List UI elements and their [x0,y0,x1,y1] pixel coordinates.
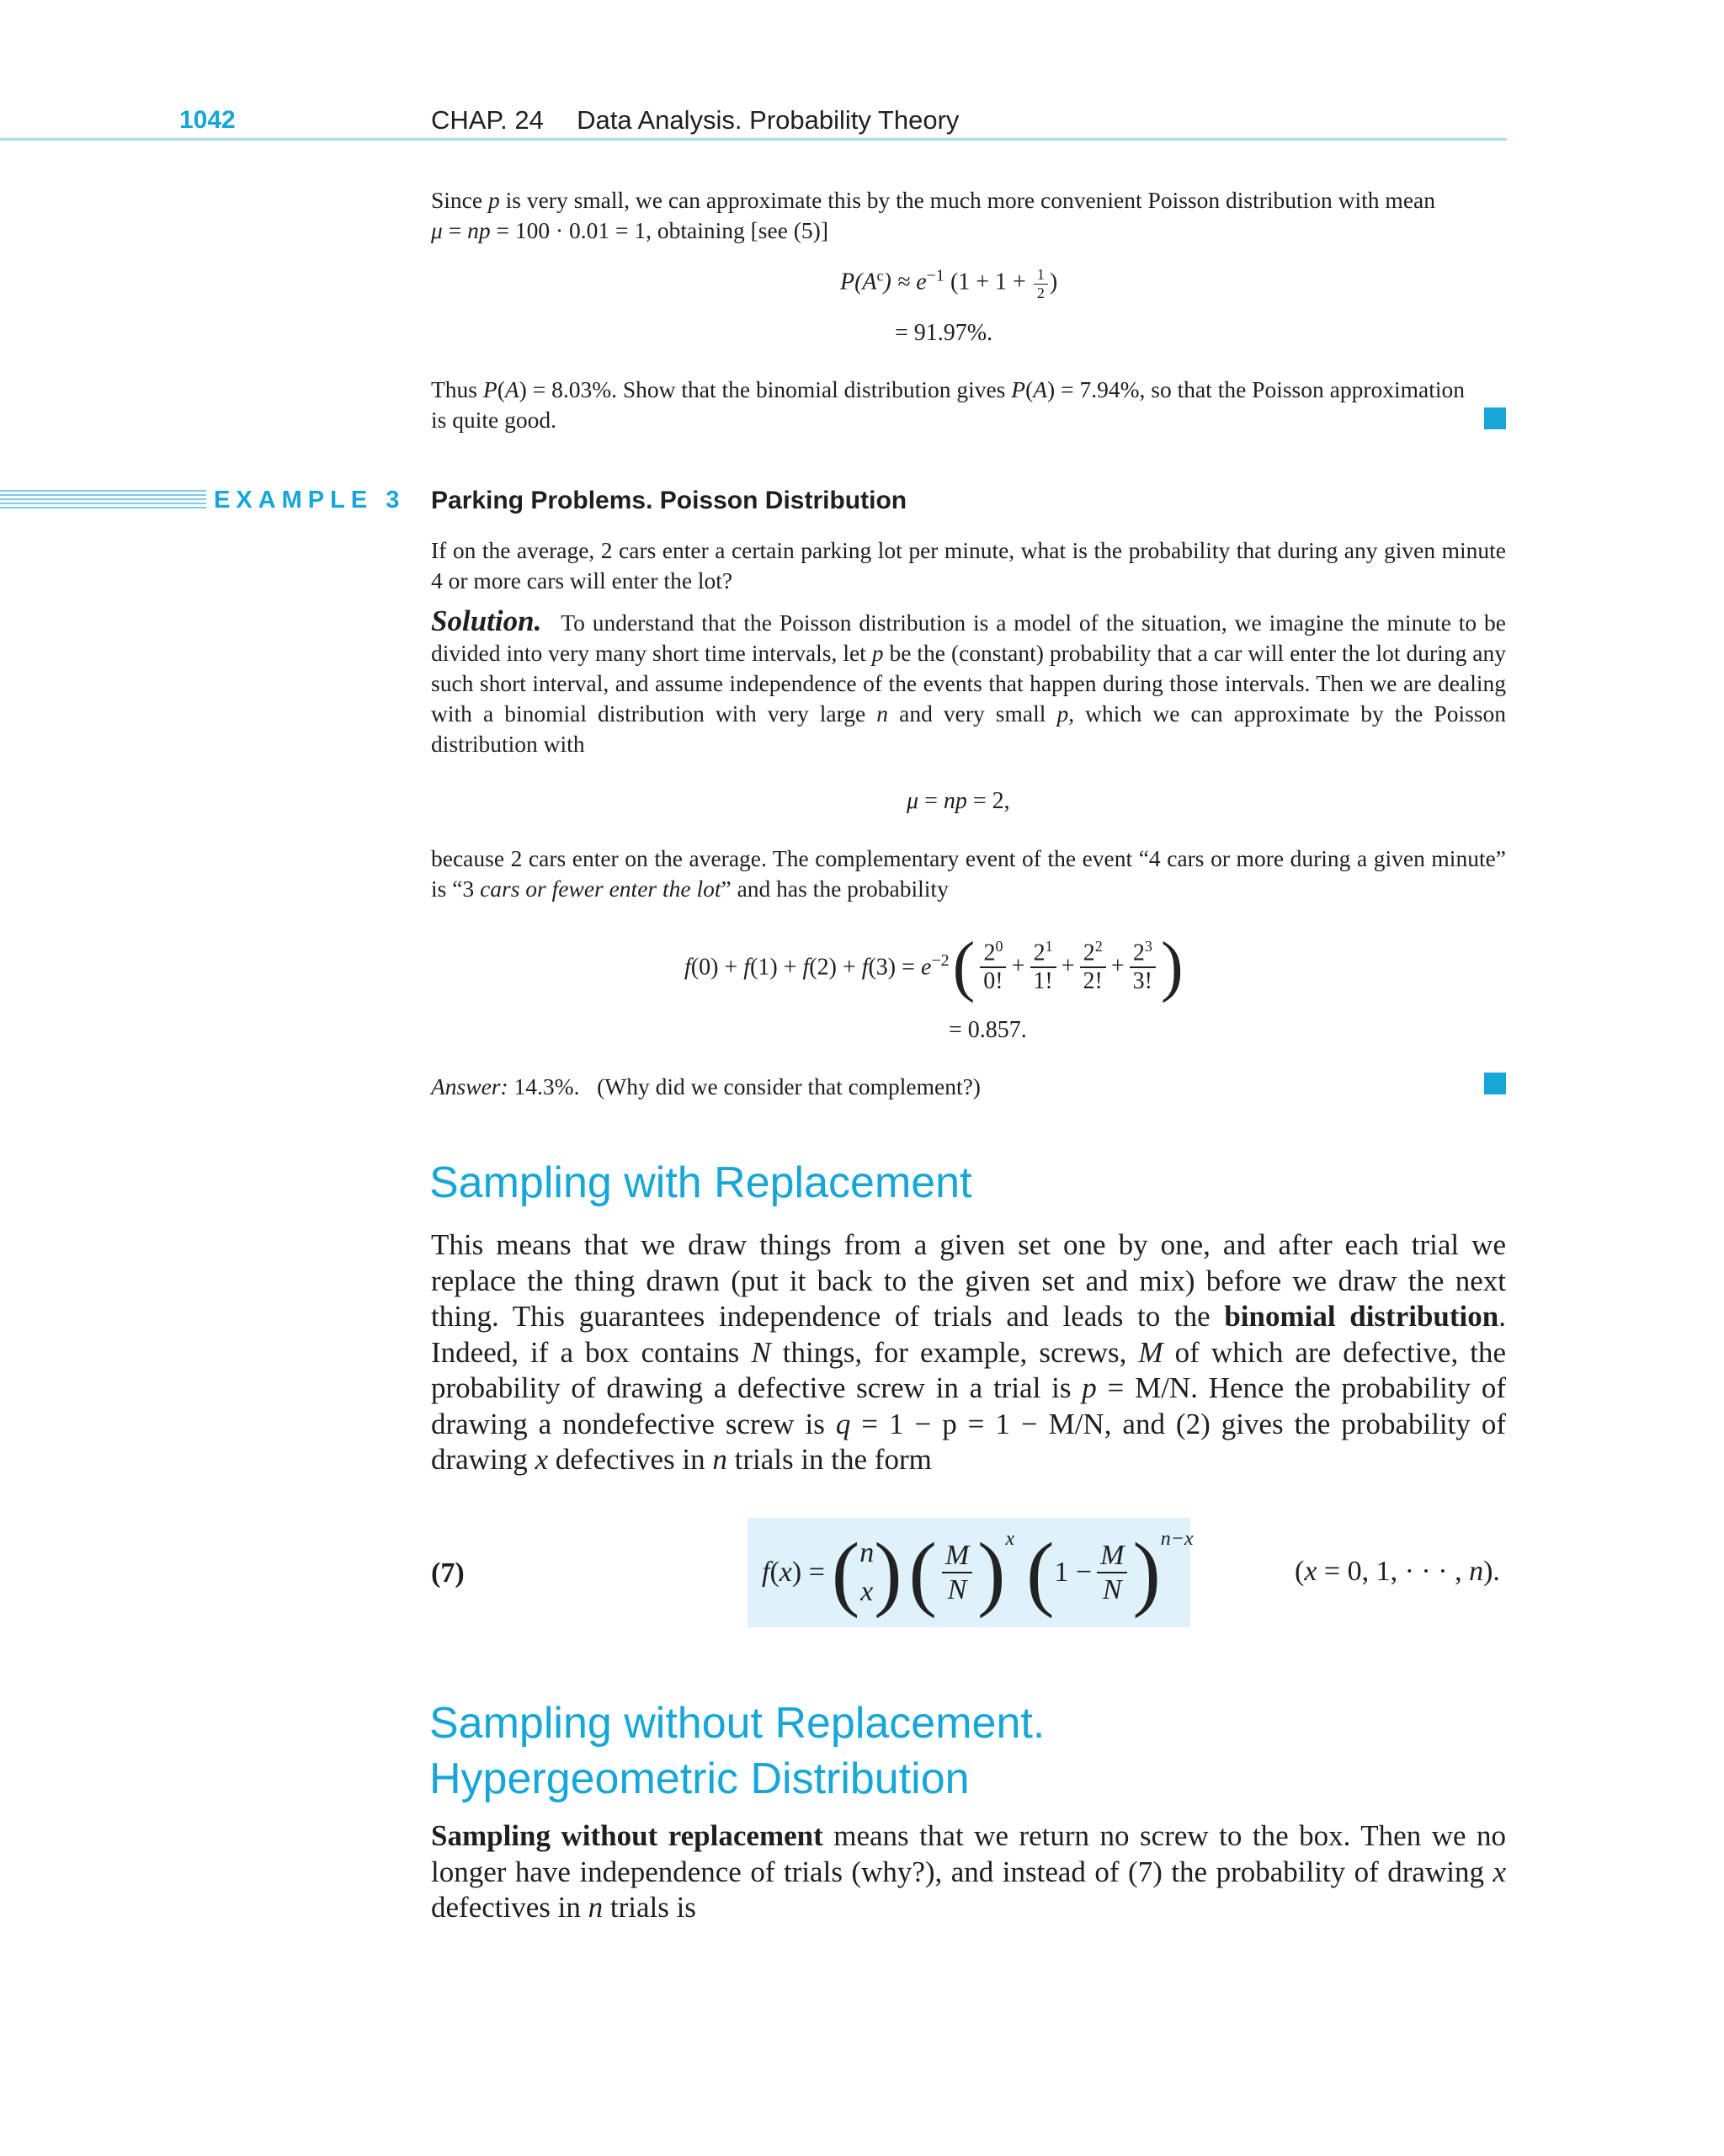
solution-label: Solution. [431,604,542,637]
equation-mu: μ = np = 2, [907,788,1010,814]
header-rule [0,138,1507,141]
equation-poisson-approx: $P(A^c) \approx e^{-1}$ (1 + 1 + $\frac{1}{2}$ ) [840,266,1058,301]
section-heading-with-replacement: Sampling with Replacement [429,1158,972,1207]
end-of-example-mark-2 [1484,1073,1506,1094]
answer-line: Answer: 14.3%. (Why did we consider that complement?) [431,1073,981,1099]
end-of-example-mark [1484,407,1506,429]
chapter-title: Data Analysis. Probability Theory [577,105,960,135]
equation-condition: (x = 0, 1, · · · , n). [1295,1556,1500,1587]
intro-paragraph: Since p is very small, we can approximate this by the much more convenient Poisson distribution with mean μ = np = 100 · 0.01 = 1, obtaining [see (5)] [431,187,1435,243]
equation-number-7: (7) [431,1557,465,1589]
equation-result-1: = 91.97%. [895,320,993,346]
with-replacement-paragraph: This means that we draw things from a given set one by one, and after each trial we replace the thing drawn (put it back to the given set and mix) before we draw the next thing. This guarantees independence of trials and leads to the binomial distribution. Indeed, if a box contains N things, for example, screws, M of which are defective, the probability of drawing a defective screw in a trial is p = M/N. Hence the probability of drawing a nondefective screw is q = 1 − p = 1 − M/N, and (2) gives the probability of drawing x defectives in n trials in the form [431,1228,1507,1476]
without-replacement-paragraph: Sampling without replacement means that we return no screw to the box. Then we no longer have independence of trials (why?), and instead of (7) the probability of drawing x defectives in n trials is [431,1819,1507,1924]
thus-paragraph: Thus P(A) = 8.03%. Show that the binomial distribution gives P(A) = 7.94%, so that the Poisson approximation is quite good. [431,376,1466,433]
section-heading-without-replacement: Sampling without Replacement. Hypergeometric Distribution [429,1699,1046,1803]
equation-result-2: = 0.857. [949,1017,1027,1043]
formula-binomial: f(x) = ( n x ) ( $\frac{M}{N}$ ) $^x$ ( 1 − $\frac{M}{N}$ ) $^{n-x}$ [762,1525,1194,1619]
page-number: 1042 [179,106,236,134]
equation-poisson-sum: $f(0) + f(1) + f(2) + f(3) = e^{-2}$ ( $\frac{2^0}{0!}$ + $\frac{2^1}{1!}$ + $\frac{2^2}{2!}$ + $\frac{2^3}{3!}$ ) [684,929,1184,1003]
example-question: If on the average, 2 cars enter a certain parking lot per minute, what is the probability that during any given minute 4 or more cars will enter the lot? [431,537,1506,594]
because-paragraph: because 2 cars enter on the average. The complementary event of the event “4 cars or more during a given minute” is “3 cars or fewer enter the lot” and has the probability [431,845,1506,902]
solution-paragraph: Solution. To understand that the Poisson distribution is a model of the situation, we imagine the minute to be divided into very many short time intervals, let p be the (constant) probability that a car will enter the lot during any such short interval, and assume independence of the events that happen during those intervals. Then we are dealing with a binomial distribution with very large n and very small p, which we can approximate by the Poisson distribution with [431,604,1507,757]
example-title: Parking Problems. Poisson Distribution [431,487,907,514]
running-header [431,105,959,136]
example-rule-lines [0,490,206,508]
chapter-number: CHAP. 24 [431,105,544,135]
example-label: EXAMPLE 3 [214,487,406,514]
